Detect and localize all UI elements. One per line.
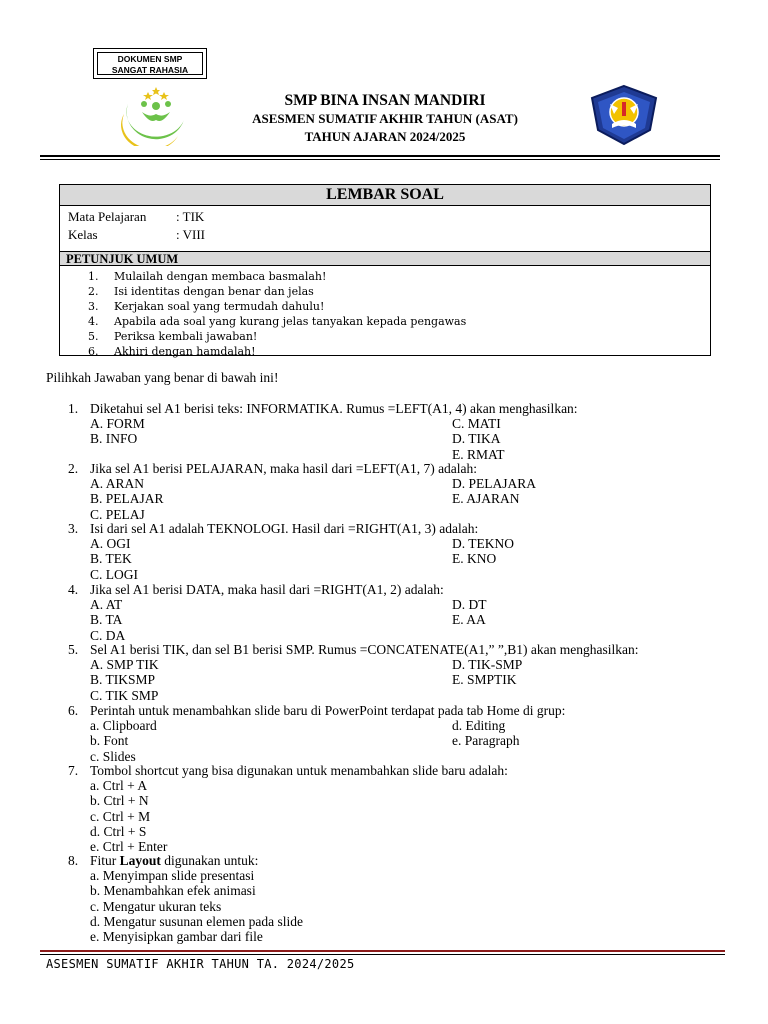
badge-line-1: DOKUMEN SMP — [117, 54, 183, 64]
exam-title: ASESMEN SUMATIF AKHIR TAHUN (ASAT) — [252, 111, 518, 126]
sheet-title: LEMBAR SOAL — [60, 185, 710, 206]
question-sheet-box — [59, 184, 711, 356]
question-text-part: digunakan untuk: — [160, 853, 259, 868]
instruction-item — [88, 345, 256, 358]
ministry-emblem — [588, 84, 660, 146]
question-text-bold: Layout — [119, 853, 161, 868]
answer-option[interactable]: E. AA — [452, 612, 486, 628]
answer-option[interactable]: c. Mengatur ukuran teks — [90, 898, 222, 914]
answer-option[interactable]: A. OGI — [90, 536, 131, 552]
footer-rule-thick — [40, 950, 725, 952]
school-logo — [118, 84, 194, 146]
instruction-text: Mulailah dengan membaca basmalah! — [114, 270, 327, 283]
question-text-part: Fitur — [90, 853, 120, 868]
instruction-number: 1. — [88, 270, 99, 283]
question-text: Tombol shortcut yang bisa digunakan untuk menambahkan slide baru adalah: — [90, 763, 508, 778]
header-rule-thin — [40, 159, 720, 160]
answer-option[interactable]: B. PELAJAR — [90, 491, 164, 507]
instructions-title: PETUNJUK UMUM — [60, 251, 710, 266]
answer-option[interactable]: b. Font — [90, 733, 129, 749]
answer-option[interactable]: e. Paragraph — [452, 733, 520, 749]
instruction-item — [88, 315, 466, 328]
instruction-item — [88, 285, 314, 298]
instruction-intro: Pilihkah Jawaban yang benar di bawah ini! — [46, 370, 279, 385]
answer-option[interactable]: C. LOGI — [90, 566, 138, 582]
class-label: Kelas — [68, 227, 98, 242]
badge-line-2: SANGAT RAHASIA — [111, 65, 189, 75]
answer-option[interactable]: D. TEKNO — [452, 536, 514, 552]
question-number: 7. — [68, 763, 79, 778]
school-name: SMP BINA INSAN MANDIRI — [284, 92, 486, 109]
answer-option[interactable]: b. Ctrl + N — [90, 793, 149, 809]
instruction-number: 6. — [88, 345, 99, 358]
answer-option[interactable]: A. AT — [90, 597, 123, 613]
question-text: Jika sel A1 berisi DATA, maka hasil dari =RIGHT(A1, 2) adalah: — [90, 582, 444, 597]
answer-option[interactable]: e. Menyisipkan gambar dari file — [90, 929, 263, 944]
answer-option[interactable]: c. Slides — [90, 748, 136, 764]
answer-option[interactable]: c. Ctrl + M — [90, 808, 151, 824]
answer-option[interactable]: E. KNO — [452, 551, 497, 567]
instruction-item — [88, 330, 257, 343]
instruction-text: Isi identitas dengan benar dan jelas — [114, 285, 314, 298]
instruction-text: Apabila ada soal yang kurang jelas tanyakan kepada pengawas — [114, 315, 467, 328]
answer-option[interactable]: d. Mengatur susunan elemen pada slide — [90, 913, 303, 929]
instruction-text: Kerjakan soal yang termudah dahulu! — [114, 300, 325, 313]
footer-rule-thin — [40, 954, 725, 955]
answer-option[interactable]: a. Ctrl + A — [90, 778, 148, 794]
subject-value: : TIK — [176, 209, 205, 224]
answer-option[interactable]: B. TIKSMP — [90, 672, 156, 688]
instruction-number: 3. — [88, 300, 99, 313]
answer-option[interactable]: D. DT — [452, 597, 487, 613]
question-text — [90, 853, 258, 869]
answer-option[interactable]: a. Clipboard — [90, 718, 157, 734]
instruction-text: Akhiri dengan hamdalah! — [114, 345, 256, 358]
question-text: Jika sel A1 berisi PELAJARAN, maka hasil dari =LEFT(A1, 7) adalah: — [90, 461, 478, 476]
answer-option[interactable]: C. PELAJ — [90, 506, 145, 522]
instruction-item — [88, 270, 326, 283]
question-number: 2. — [68, 461, 79, 476]
subject-label: Mata Pelajaran — [68, 209, 147, 224]
answer-option[interactable]: E. RMAT — [452, 446, 505, 462]
confidential-badge — [93, 48, 207, 79]
answer-option[interactable]: A. SMP TIK — [90, 657, 159, 673]
answer-option[interactable]: A. ARAN — [90, 476, 145, 492]
answer-option[interactable]: d. Ctrl + S — [90, 823, 147, 839]
instruction-number: 5. — [88, 330, 99, 343]
question-text: Diketahui sel A1 berisi teks: INFORMATIKA. Rumus =LEFT(A1, 4) akan menghasilkan: — [90, 401, 578, 416]
answer-option[interactable]: C. TIK SMP — [90, 687, 159, 703]
answer-option[interactable]: d. Editing — [452, 718, 506, 734]
question-text: Isi dari sel A1 adalah TEKNOLOGI. Hasil dari =RIGHT(A1, 3) adalah: — [90, 521, 479, 536]
question-number: 1. — [68, 401, 79, 416]
answer-option[interactable]: E. AJARAN — [452, 491, 520, 507]
answer-option[interactable]: b. Menambahkan efek animasi — [90, 883, 256, 899]
answer-option[interactable]: D. TIK-SMP — [452, 657, 523, 673]
instruction-text: Periksa kembali jawaban! — [114, 330, 258, 343]
answer-option[interactable]: B. INFO — [90, 431, 138, 447]
question-number: 3. — [68, 521, 79, 536]
answer-option[interactable]: e. Ctrl + Enter — [90, 839, 168, 854]
question-text: Sel A1 berisi TIK, dan sel B1 berisi SMP. Rumus =CONCATENATE(A1,” ”,B1) akan menghasilkan: — [90, 642, 639, 657]
question-number: 8. — [68, 853, 79, 868]
class-value: : VIII — [176, 227, 206, 242]
answer-option[interactable]: D. PELAJARA — [452, 476, 537, 492]
instruction-number: 4. — [88, 315, 99, 328]
academic-year: TAHUN AJARAN 2024/2025 — [304, 129, 466, 144]
footer-text: ASESMEN SUMATIF AKHIR TAHUN TA. 2024/2025 — [46, 957, 355, 971]
instruction-item — [88, 300, 324, 313]
answer-option[interactable]: B. TA — [90, 612, 123, 628]
header-rule-thick — [40, 155, 720, 157]
answer-option[interactable]: E. SMPTIK — [452, 672, 517, 688]
answer-option[interactable]: C. MATI — [452, 416, 501, 432]
question-number: 5. — [68, 642, 79, 657]
answer-option[interactable]: D. TIKA — [452, 431, 501, 447]
instruction-number: 2. — [88, 285, 99, 298]
answer-option[interactable]: B. TEK — [90, 551, 132, 567]
answer-option[interactable]: A. FORM — [90, 416, 145, 432]
question-number: 6. — [68, 703, 79, 718]
question-number: 4. — [68, 582, 79, 597]
answer-option[interactable]: a. Menyimpan slide presentasi — [90, 868, 255, 884]
answer-option[interactable]: C. DA — [90, 627, 126, 643]
question-text: Perintah untuk menambahkan slide baru di PowerPoint terdapat pada tab Home di grup: — [90, 703, 566, 718]
